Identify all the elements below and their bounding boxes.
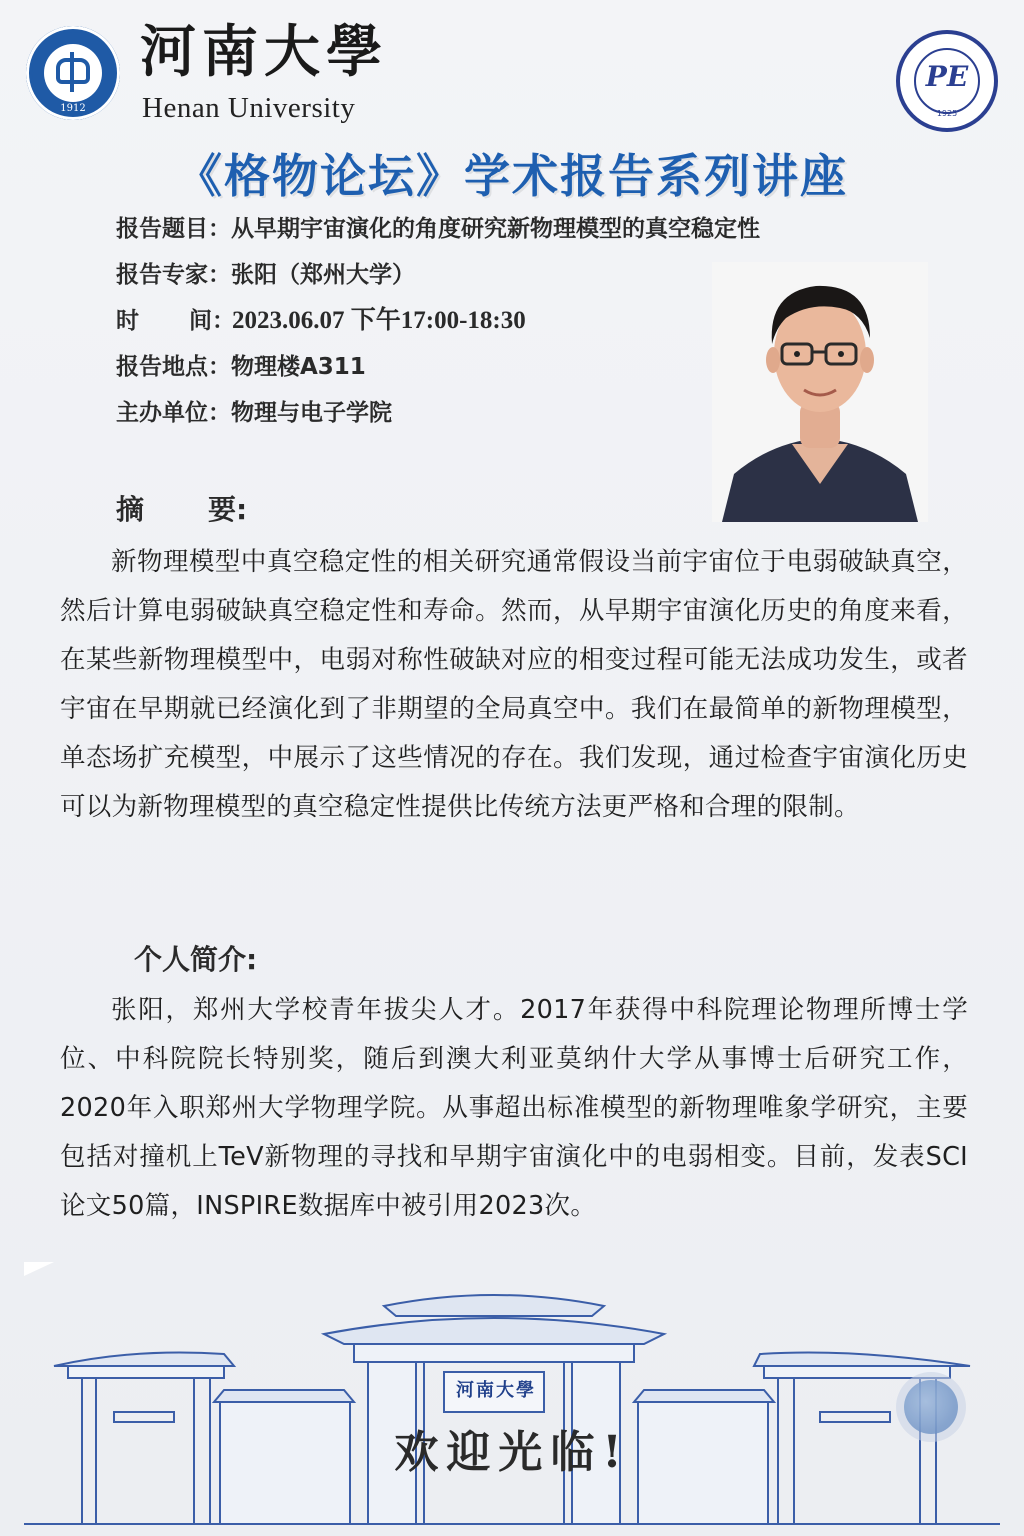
time-label-b: 间： xyxy=(189,308,235,334)
dept-logo-mark: PE xyxy=(925,60,969,93)
time-label xyxy=(116,298,235,344)
place-value: 物理楼A311 xyxy=(231,354,366,380)
time-label-a: 时 xyxy=(116,308,139,334)
dept-logo-year: 1925 xyxy=(936,109,958,118)
abstract-text: 新物理模型中真空稳定性的相关研究通常假设当前宇宙位于电弱破缺真空，然后计算电弱破缺真空稳定性和寿命。然而，从早期宇宙演化历史的角度来看，在某些新物理模型中，电弱对称性破缺对应的相变过程可能无法成功发生，或者宇宙在早期就已经演化到了非期望的全局真空中。我们在最简单的新物理模型，单态场扩充模型，中展示了这些情况的存在。我们发现，通过检查宇宙演化历史可以为新物理模型的真空稳定性提供比传统方法更严格和合理的限制。 xyxy=(60,547,968,822)
welcome-text: 欢迎光临! xyxy=(394,1427,630,1478)
floating-assist-icon[interactable] xyxy=(904,1380,958,1434)
department-seal-icon xyxy=(896,30,998,132)
university-name-cn: 河南大學 xyxy=(140,19,388,85)
host-value: 物理与电子学院 xyxy=(231,400,392,426)
speaker-value: 张阳（郑州大学） xyxy=(231,262,415,288)
topic-label: 报告题目： xyxy=(116,216,231,242)
university-seal-icon xyxy=(26,26,120,120)
place-label: 报告地点： xyxy=(116,354,231,380)
abstract-heading xyxy=(116,488,247,528)
abstract-heading-a: 摘 xyxy=(116,493,145,526)
bio-heading: 个人简介: xyxy=(134,943,258,976)
info-row-topic xyxy=(116,206,916,252)
university-name-en: Henan University xyxy=(142,92,356,124)
bio-text: 张阳，郑州大学校青年拔尖人才。2017年获得中科院理论物理所博士学位、中科院院长特别奖，随后到澳大利亚莫纳什大学从事博士后研究工作，2020年入职郑州大学物理学院。从事超出标准模型的新物理唯象学研究，主要包括对撞机上TeV新物理的寻找和早期宇宙演化中的电弱相变。目前，发表SCI论文50篇，INSPIRE数据库中被引用2023次。 xyxy=(60,995,968,1221)
univ-logo-year: 1912 xyxy=(60,103,86,114)
abstract-heading-b: 要: xyxy=(208,493,248,526)
time-value: 2023.06.07 下午17:00-18:30 xyxy=(232,307,526,334)
gate-sign: 河南大學 xyxy=(456,1380,536,1401)
speaker-portrait-icon xyxy=(712,262,928,522)
speaker-label: 报告专家： xyxy=(116,262,231,288)
topic-value: 从早期宇宙演化的角度研究新物理模型的真空稳定性 xyxy=(231,216,760,242)
host-label: 主办单位： xyxy=(116,400,231,426)
series-title: 《格物论坛》学术报告系列讲座 xyxy=(176,149,848,203)
speaker-photo xyxy=(712,262,928,522)
